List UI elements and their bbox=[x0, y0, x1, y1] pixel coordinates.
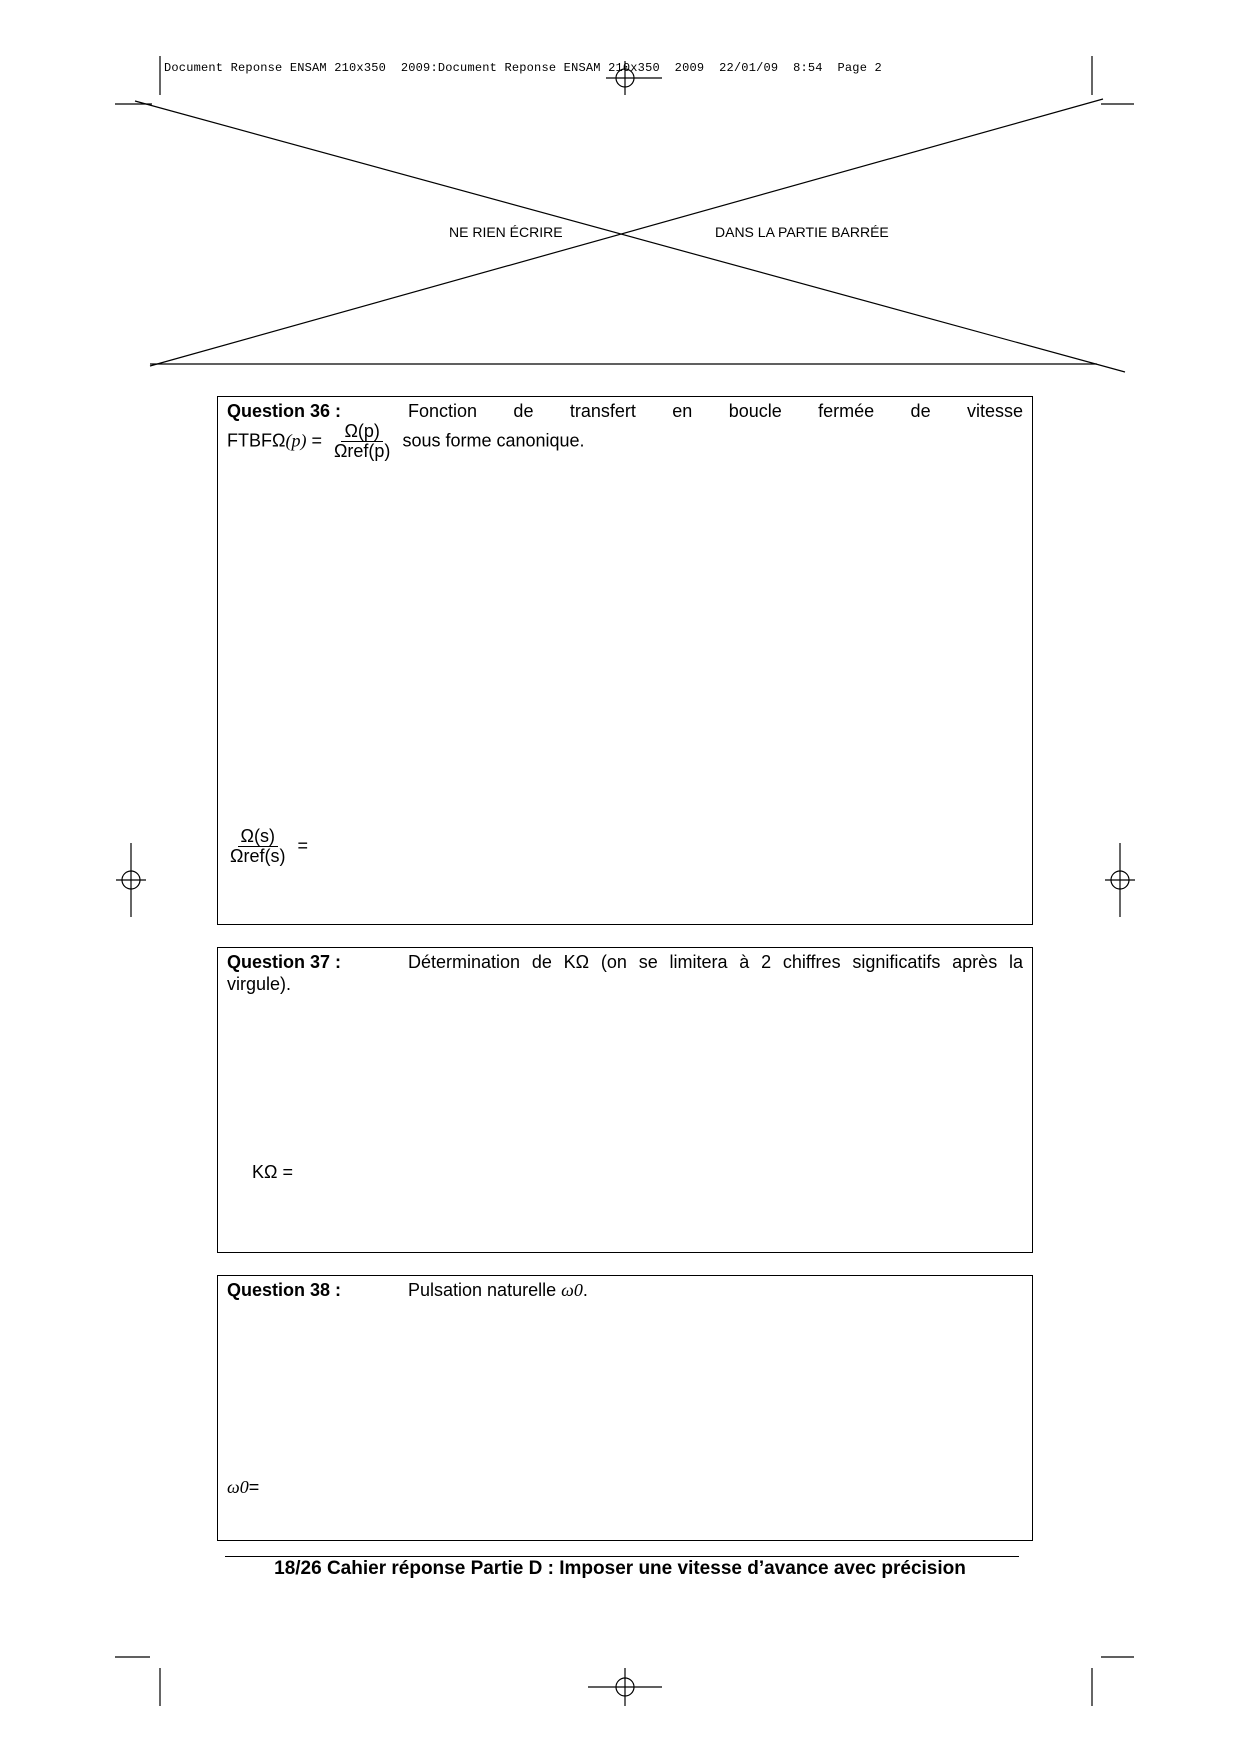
question-38-label: Question 38 : bbox=[227, 1280, 342, 1300]
answer-symbol: ω0 bbox=[227, 1477, 249, 1497]
registration-mark-bottom bbox=[588, 1668, 662, 1706]
question-38-text-wrap bbox=[408, 1279, 1023, 1301]
answer-equals: = bbox=[248, 1477, 260, 1497]
formula-tail: sous forme canonique. bbox=[402, 430, 585, 451]
question-37-answer: KΩ = bbox=[252, 1162, 293, 1182]
registration-mark-left bbox=[116, 843, 146, 917]
formula-numerator: Ω(p) bbox=[341, 422, 382, 442]
answer-fraction bbox=[227, 827, 288, 866]
question-37-continuation: virgule). bbox=[227, 974, 292, 994]
question-36-box[interactable] bbox=[217, 396, 1033, 925]
question-37-text: Détermination de KΩ (on se limitera à 2 chiffres significatifs après la bbox=[408, 952, 1023, 972]
question-36-text: Fonction de transfert en boucle fermée de vitesse bbox=[408, 401, 1023, 421]
print-header: Document Reponse ENSAM 210x350 2009:Document Reponse ENSAM 210x350 2009 22/01/09 8:54 Page 2 bbox=[164, 61, 882, 75]
question-38-text-end: . bbox=[582, 1280, 588, 1300]
formula-lead: FTBFΩ bbox=[227, 430, 286, 451]
answer-denominator: Ωref(s) bbox=[230, 846, 286, 866]
question-37-box[interactable] bbox=[217, 947, 1033, 1253]
question-36-label: Question 36 : bbox=[227, 401, 342, 421]
answer-equals: = bbox=[297, 835, 308, 856]
question-38-text: Pulsation naturelle bbox=[408, 1280, 557, 1300]
question-36-formula bbox=[227, 422, 585, 461]
barred-zone-text-right: DANS LA PARTIE BARRÉE bbox=[715, 224, 889, 240]
formula-denominator: Ωref(p) bbox=[333, 441, 391, 461]
question-38-symbol: ω0 bbox=[561, 1280, 583, 1300]
page-footer: 18/26 Cahier réponse Partie D : Imposer une vitesse d’avance avec précision bbox=[274, 1558, 966, 1579]
answer-numerator: Ω(s) bbox=[238, 827, 278, 847]
barred-zone-diagonal-left-to-right bbox=[135, 101, 1125, 372]
barred-zone-diagonal-right-to-left bbox=[150, 99, 1103, 366]
formula-fraction bbox=[331, 422, 393, 461]
question-38-box[interactable] bbox=[217, 1275, 1033, 1541]
formula-equals: = bbox=[306, 430, 327, 451]
question-36-answer bbox=[227, 827, 308, 866]
barred-zone-text-left: NE RIEN ÉCRIRE bbox=[449, 224, 563, 240]
footer-rule bbox=[225, 1556, 1019, 1557]
question-38-answer bbox=[227, 1477, 259, 1498]
formula-variable: (p) bbox=[285, 430, 307, 451]
question-37-label: Question 37 : bbox=[227, 952, 342, 972]
registration-mark-right bbox=[1105, 843, 1135, 917]
